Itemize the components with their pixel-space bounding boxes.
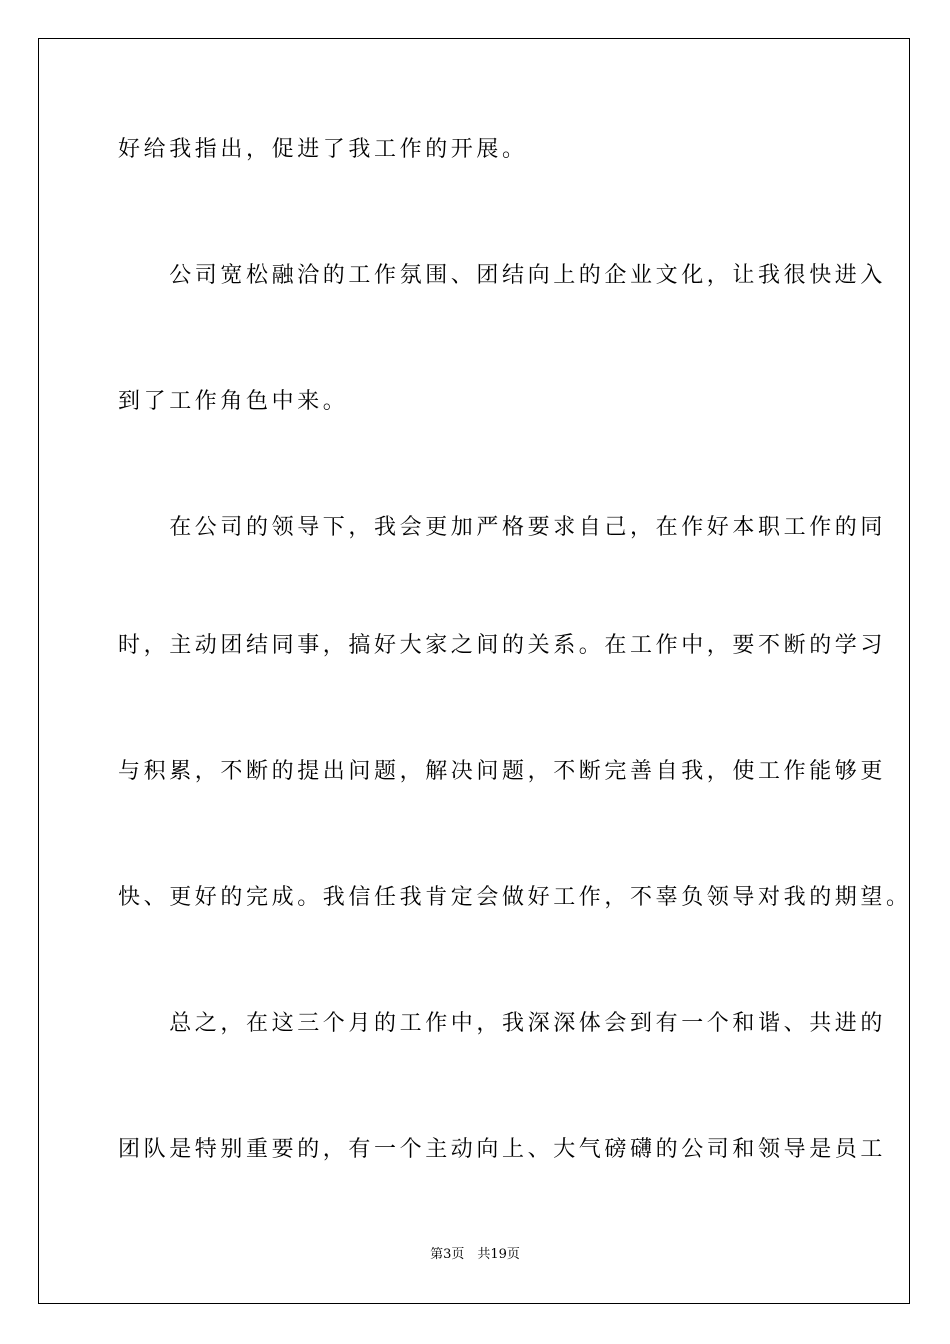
body-text-line: 与积累，不断的提出问题，解决问题，不断完善自我，使工作能够更	[118, 759, 887, 784]
body-text-line: 到了工作角色中来。	[118, 389, 349, 414]
body-text-line: 总之，在这三个月的工作中，我深深体会到有一个和谐、共进的	[118, 1011, 887, 1036]
body-text-line: 在公司的领导下，我会更加严格要求自己，在作好本职工作的同	[118, 515, 887, 540]
body-text-line: 时，主动团结同事，搞好大家之间的关系。在工作中，要不断的学习	[118, 633, 887, 658]
page-number-footer: 第3页 共19页	[430, 1247, 520, 1262]
body-text-line: 快、更好的完成。我信任我肯定会做好工作，不辜负领导对我的期望。	[118, 885, 912, 910]
body-text-line: 团队是特别重要的，有一个主动向上、大气磅礴的公司和领导是员工	[118, 1137, 887, 1162]
body-text-line: 好给我指出，促进了我工作的开展。	[118, 137, 528, 162]
body-text-line: 公司宽松融洽的工作氛围、团结向上的企业文化，让我很快进入	[118, 263, 887, 288]
page-border	[38, 38, 910, 1304]
